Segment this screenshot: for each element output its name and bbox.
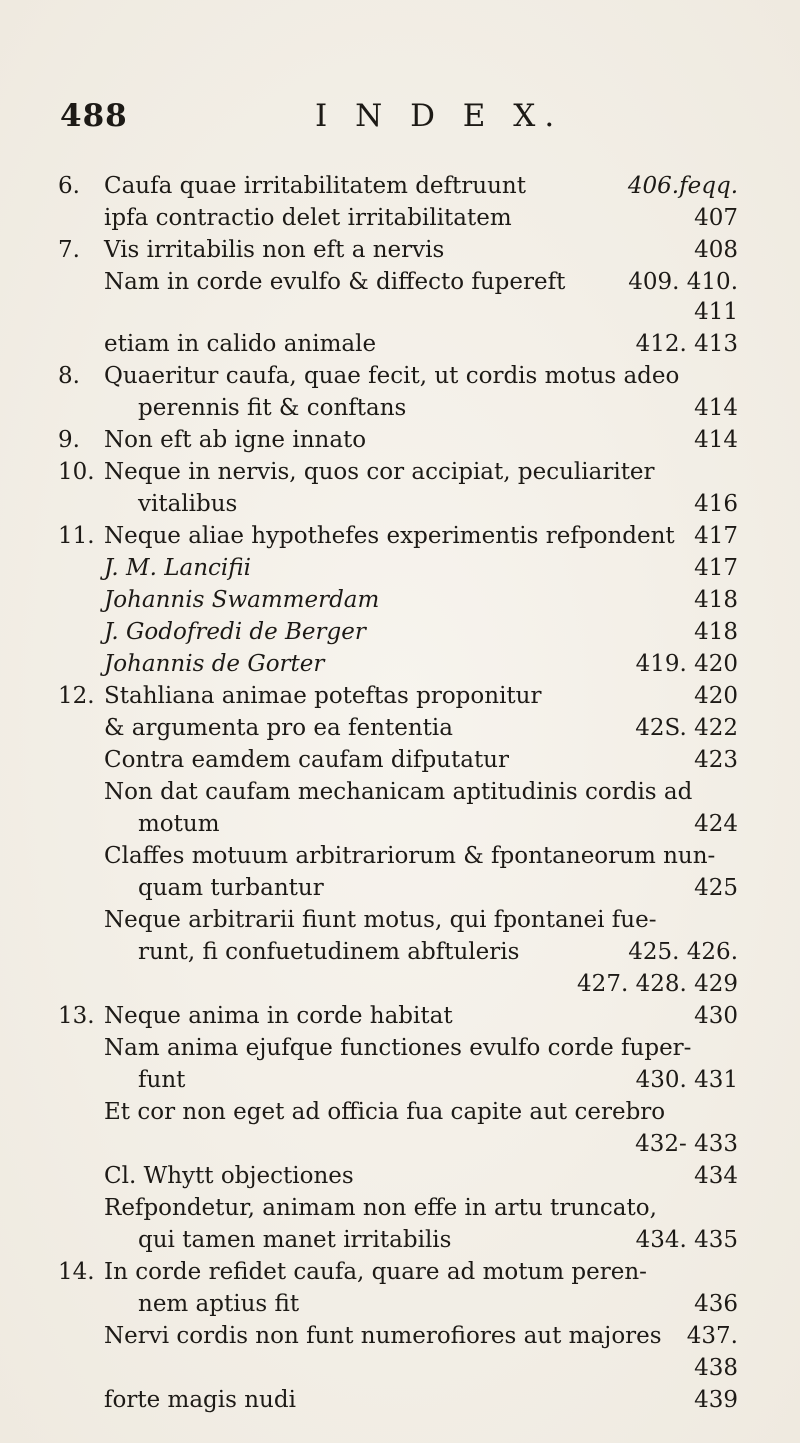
entry-text: Contra eamdem caufam difputatur [104,747,509,773]
index-line [0,616,800,648]
page-header [60,98,760,148]
entry-pages: 438 [694,1355,738,1381]
entry-pages: 407 [694,205,738,231]
entry-number: 12. [58,683,95,709]
index-line [0,1192,800,1224]
entry-number: 10. [58,459,95,485]
entry-text: motum [138,811,220,837]
index-line [0,1288,800,1320]
index-line [0,840,800,872]
entry-text: perennis fit & conftans [138,395,407,421]
index-line [0,872,800,904]
index-line [0,328,800,360]
index-line [0,808,800,840]
entry-text: Stahliana animae poteftas proponitur [104,683,542,709]
entry-text: qui tamen manet irritabilis [138,1227,452,1253]
entry-pages: 430 [694,1003,738,1029]
entry-text: Quaeritur caufa, quae fecit, ut cordis motus adeo [104,363,680,389]
entry-text: Johannis de Gorter [104,651,325,677]
entry-pages: 417 [694,555,738,581]
page-number: 488 [60,98,128,134]
index-line [0,968,800,1000]
entry-text: Johannis Swammerdam [104,587,380,613]
index-line [0,170,800,202]
entry-pages: 425. 426. [628,939,738,965]
index-line [0,776,800,808]
entry-pages: 416 [694,491,738,517]
entry-text: Refpondetur, animam non effe in artu truncato, [104,1195,657,1221]
entry-pages: 42S. 422 [635,715,738,741]
entry-pages: 408 [694,237,738,263]
index-line [0,296,800,328]
index-line [0,1224,800,1256]
entry-number: 7. [58,237,80,263]
entry-text: Neque in nervis, quos cor accipiat, peculiariter [104,459,655,485]
entry-text: runt, fi confuetudinem abftuleris [138,939,520,965]
entry-text: ipfa contractio delet irritabilitatem [104,205,512,231]
entry-pages: 411 [694,299,738,325]
entry-pages: 427. 428. 429 [577,971,738,997]
index-line [0,1000,800,1032]
entry-pages: 414 [694,427,738,453]
index-line [0,202,800,234]
entry-pages: 423 [694,747,738,773]
entry-text: Vis irritabilis non eft a nervis [104,237,445,263]
entry-pages: 439 [694,1387,738,1413]
index-line [0,488,800,520]
entry-text: Nam in corde evulfo & diffecto fupereft [104,269,566,295]
entry-text: J. Godofredi de Berger [104,619,366,645]
index-line [0,1384,800,1416]
index-line [0,1256,800,1288]
entry-text: In corde refidet caufa, quare ad motum peren- [104,1259,647,1285]
entry-pages: 430. 431 [635,1067,738,1093]
entry-number: 8. [58,363,80,389]
entry-text: Cl. Whytt objectiones [104,1163,354,1189]
index-line [0,680,800,712]
entry-pages: 412. 413 [635,331,738,357]
entry-number: 11. [58,523,95,549]
entry-pages: 436 [694,1291,738,1317]
entry-number: 14. [58,1259,95,1285]
index-line [0,552,800,584]
entry-text: & argumenta pro ea fententia [104,715,453,741]
entry-pages: 414 [694,395,738,421]
index-line [0,234,800,266]
index-line [0,648,800,680]
entry-pages: 406.feqq. [627,173,738,199]
entry-text: Nam anima ejufque functiones evulfo corde fuper- [104,1035,692,1061]
entry-text: quam turbantur [138,875,324,901]
entry-text: J. M. Lancifii [104,555,251,581]
index-line [0,392,800,424]
entry-pages: 434 [694,1163,738,1189]
entry-pages: 425 [694,875,738,901]
index-line [0,266,800,298]
index-line [0,1352,800,1384]
entry-text: vitalibus [138,491,238,517]
entry-text: Caufa quae irritabilitatem deftruunt [104,173,526,199]
index-line [0,584,800,616]
entry-pages: 437. [686,1323,738,1349]
entry-pages: 432- 433 [635,1131,738,1157]
entry-text: Non dat caufam mechanicam aptitudinis cordis ad [104,779,693,805]
entry-text: forte magis nudi [104,1387,296,1413]
entry-text: nem aptius fit [138,1291,300,1317]
entry-text: Non eft ab igne innato [104,427,367,453]
entry-pages: 420 [694,683,738,709]
entry-pages: 419. 420 [635,651,738,677]
entry-pages: 434. 435 [635,1227,738,1253]
index-line [0,936,800,968]
running-title: I N D E X. [315,98,564,134]
entry-number: 9. [58,427,80,453]
index-line [0,1096,800,1128]
index-line [0,424,800,456]
entry-pages: 418 [694,619,738,645]
entry-text: Nervi cordis non funt numerofiores aut majores [104,1323,662,1349]
index-line [0,712,800,744]
entry-pages: 418 [694,587,738,613]
entry-text: Neque aliae hypothefes experimentis refpondent [104,523,675,549]
entry-text: Neque arbitrarii fiunt motus, qui fpontanei fue- [104,907,657,933]
entry-text: Et cor non eget ad officia fua capite aut cerebro [104,1099,666,1125]
index-line [0,456,800,488]
entry-text: Neque anima in corde habitat [104,1003,453,1029]
entry-text: etiam in calido animale [104,331,377,357]
entry-number: 6. [58,173,80,199]
index-line [0,1160,800,1192]
index-line [0,1032,800,1064]
index-line [0,744,800,776]
entry-pages: 417 [694,523,738,549]
entry-pages: 409. 410. [628,269,738,295]
index-line [0,1128,800,1160]
index-line [0,1320,800,1352]
entry-pages: 424 [694,811,738,837]
index-line [0,520,800,552]
index-line [0,904,800,936]
entry-text: funt [138,1067,186,1093]
entry-text: Claffes motuum arbitrariorum & fpontaneorum nun- [104,843,716,869]
index-line [0,360,800,392]
index-line [0,1064,800,1096]
entry-number: 13. [58,1003,95,1029]
